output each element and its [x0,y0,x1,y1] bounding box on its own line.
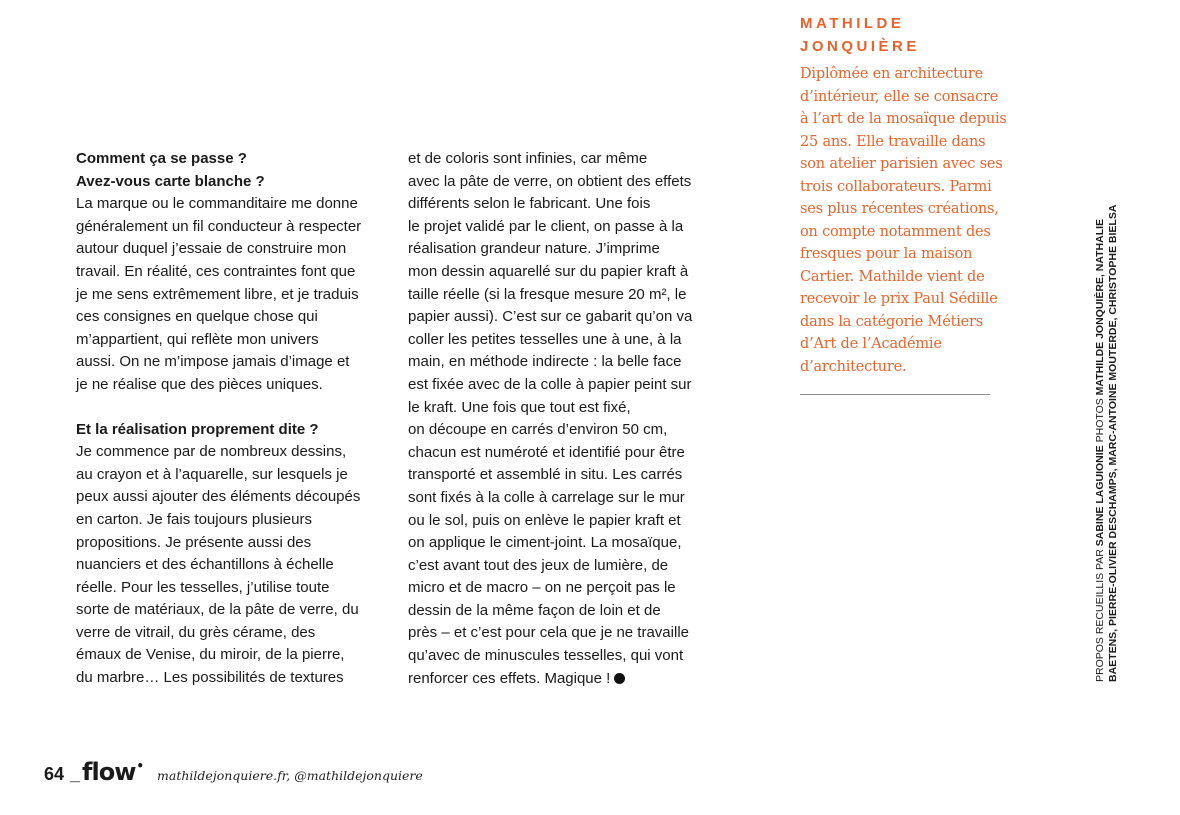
article-column-2 [408,148,738,690]
answer-line: ces consignes en quelque chose qui [76,308,318,326]
body-line: sont fixés à la colle à carrelage sur le mur [408,488,685,506]
footer-separator: _ [70,764,81,784]
answer-line: La marque ou le commanditaire me donne [76,195,358,213]
bio-line: Diplômée en architecture [800,66,984,82]
body-line-last [408,668,738,691]
body-line: le kraft. Une fois que tout est fixé, [408,398,631,416]
credits-author: SABINE LAGUIONIE [1094,445,1106,547]
body-line: et de coloris sont infinies, car même [408,150,648,167]
bio-line: 25 ans. Elle travaille dans [800,133,986,150]
body-line: transporté et assemblé in situ. Les carrés [408,466,683,484]
answer-line: propositions. Je présente aussi des [76,533,312,551]
photo-credits [1094,112,1119,682]
body-line: réalisation grandeur nature. J’imprime [408,240,660,258]
logo-text: flow [82,758,136,786]
question-heading: Avez-vous carte blanche ? [76,172,265,190]
answer-line: réelle. Pour les tesselles, j’utilise toute [76,578,330,596]
body-line: micro et de macro – on ne perçoit pas le [408,579,676,597]
answer-line: au crayon et à l’aquarelle, sur lesquels je [76,465,348,483]
body-line: c’est avant tout des jeux de lumière, de [408,556,669,574]
answer-line: verre de vitrail, du grès cérame, des [76,623,316,641]
body-line: dessin de la même façon de loin et de [408,601,661,619]
answer-line: peux aussi ajouter des éléments découpés [76,488,361,506]
answer-line: généralement un fil conducteur à respecter [76,217,362,235]
body-line: ou le sol, puis on enlève le papier kraft et [408,511,681,529]
body-line: qu’avec de minuscules tesselles, qui vont [408,647,684,665]
credits-line-2 [1107,112,1120,682]
bio-line: trois collaborateurs. Parmi [800,178,992,195]
answer-line: Je commence par de nombreux dessins, [76,443,347,461]
body-line: on découpe en carrés d’environ 50 cm, [408,421,668,439]
question-heading: Et la réalisation proprement dite ? [76,420,319,438]
body-line: papier aussi). C’est sur ce gabarit qu’on va [408,308,693,326]
answer-line: sorte de matériaux, de la pâte de verre, du [76,601,359,619]
author-sidebar [800,12,1030,378]
body-line: près – et c’est pour cela que je ne travaille [408,624,689,642]
bio-line: recevoir le prix Paul Sédille [800,291,998,307]
author-bio [800,63,1030,378]
credits-line-1 [1094,112,1107,682]
answer-line: je ne réalise que des pièces uniques. [76,375,323,393]
body-line: chacun est numéroté et identifié pour être [408,443,685,461]
body-line: taille réelle (si la fresque mesure 20 m², le [408,285,687,303]
paragraph-gap [76,397,396,419]
answer-line: je me sens extrêmement libre, et je traduis [76,285,359,303]
closing-text: renforcer ces effets. Magique ! [408,669,611,687]
bio-line: Cartier. Mathilde vient de [800,268,985,285]
answer-line: du marbre… Les possibilités de textures [76,669,344,687]
bio-line: d’intérieur, elle se consacre [800,88,999,105]
answer-line: m’appartient, qui reflète mon univers [76,330,319,348]
credits-label: PHOTOS [1094,395,1106,446]
author-name-first: MATHILDE [800,15,905,32]
footer-links[interactable]: mathildejonquiere.fr, @mathildejonquiere [157,768,423,783]
end-mark-icon [614,673,625,684]
answer-line: autour duquel j’essaie de construire mon [76,240,347,258]
page-number: 64 [44,764,65,784]
bio-line: dans la catégorie Métiers [800,313,983,330]
bio-line: d’architecture. [800,358,907,375]
body-line: avec la pâte de verre, on obtient des effets [408,172,692,190]
body-line: coller les petites tesselles une à une, à la [408,330,682,348]
body-line: main, en méthode indirecte : la belle face [408,353,682,371]
credits-label: PROPOS RECUEILLIS PAR [1094,546,1106,682]
bio-line: son atelier parisien avec ses [800,156,1003,172]
bio-line: on compte notamment des [800,223,991,240]
magazine-logo [82,758,143,786]
body-line: différents selon le fabricant. Une fois [408,195,651,213]
answer-line: émaux de Venise, du miroir, de la pierre, [76,646,345,664]
page-footer [44,758,423,798]
body-line: mon dessin aquarellé sur du papier kraft à [408,262,689,280]
author-name-last: JONQUIÈRE [800,38,920,55]
answer-line: travail. En réalité, ces contraintes font que [76,262,356,280]
credits-photographers: BAETENS, PIERRE-OLIVIER DESCHAMPS, MARC-ANTOINE MOUTERDE, CHRISTOPHE BIELSA [1106,204,1119,682]
question-heading: Comment ça se passe ? [76,150,247,167]
article-column-1 [76,148,396,690]
body-line: on applique le ciment-joint. La mosaïque, [408,534,682,552]
body-line: est fixée avec de la colle à papier peint sur [408,375,692,393]
sidebar-divider [800,394,990,395]
answer-line: nuanciers et des échantillons à échelle [76,556,334,574]
bio-line: ses plus récentes créations, [800,201,999,217]
bio-line: à l’art de la mosaïque depuis [800,111,1007,127]
body-line: le projet validé par le client, on passe à la [408,217,684,235]
bio-line: d’Art de l’Académie [800,336,942,352]
answer-line: aussi. On ne m’impose jamais d’image et [76,353,350,371]
bio-line: fresques pour la maison [800,246,973,262]
logo-dot: • [136,759,144,773]
credits-photographers: MATHILDE JONQUIÈRE, NATHALIE [1094,218,1106,396]
answer-line: en carton. Je fais toujours plusieurs [76,510,312,528]
